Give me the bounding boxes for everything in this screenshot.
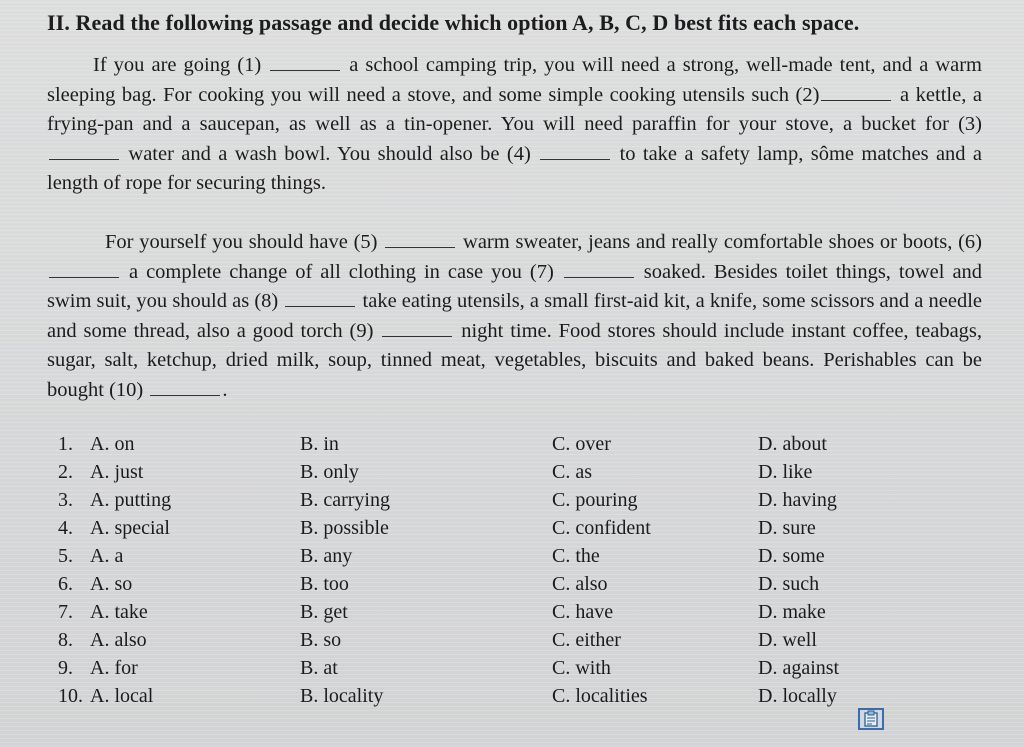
option-b: B. so bbox=[300, 629, 342, 651]
passage-text: soaked. Besides toilet things, towel and swim suit, you should as (8) bbox=[47, 260, 983, 313]
passage-text: For yourself you should have (5) bbox=[105, 231, 378, 253]
option-d: D. sure bbox=[758, 517, 816, 539]
option-c: C. have bbox=[552, 601, 614, 623]
passage-text: to take a safety lamp, sôme matches and a length of rope for securing things. bbox=[47, 142, 983, 195]
option-c: C. with bbox=[552, 657, 611, 679]
passage-paragraph-1 bbox=[47, 51, 982, 199]
option-a: 4. A. special bbox=[58, 517, 170, 539]
option-b: B. at bbox=[300, 657, 338, 679]
blank-1 bbox=[270, 56, 340, 71]
blank-2 bbox=[821, 86, 891, 101]
option-a: 10. A. local bbox=[58, 685, 154, 707]
option-d: D. like bbox=[758, 461, 813, 483]
option-c: C. over bbox=[552, 433, 611, 455]
option-b: B. too bbox=[300, 573, 349, 595]
passage-paragraph-2 bbox=[47, 228, 982, 406]
option-b: B. in bbox=[300, 433, 339, 455]
option-b: B. any bbox=[300, 545, 353, 567]
blank-9 bbox=[382, 322, 452, 337]
option-d: D. well bbox=[758, 629, 817, 651]
option-d: D. make bbox=[758, 601, 826, 623]
option-d: D. having bbox=[758, 489, 837, 511]
option-a: 8. A. also bbox=[58, 629, 147, 651]
exercise-title: II. Read the following passage and decide which option A, B, C, D best fits each space. bbox=[47, 10, 860, 35]
option-d: D. some bbox=[758, 545, 825, 567]
option-b: B. possible bbox=[300, 517, 389, 539]
passage-text: take eating utensils, a small first-aid kit, a knife, some scissors and a needle and some thread, also a good torch (9) bbox=[47, 290, 983, 342]
option-b: B. get bbox=[300, 601, 348, 623]
option-a: 7. A. take bbox=[58, 601, 148, 623]
passage-text: a complete change of all clothing in case you (7) bbox=[129, 260, 554, 283]
option-d: D. about bbox=[758, 433, 827, 455]
option-d: D. against bbox=[758, 657, 840, 679]
blank-3 bbox=[49, 145, 119, 160]
option-c: C. pouring bbox=[552, 489, 638, 511]
clipboard-icon[interactable] bbox=[858, 708, 884, 730]
blank-6 bbox=[49, 263, 119, 278]
option-c: C. localities bbox=[552, 685, 648, 707]
option-b: B. only bbox=[300, 461, 359, 483]
option-a: 1. A. on bbox=[58, 433, 135, 455]
passage-text: . bbox=[222, 378, 228, 401]
blank-5 bbox=[385, 233, 455, 248]
option-c: C. the bbox=[552, 545, 600, 567]
option-c: C. also bbox=[552, 573, 608, 595]
option-c: C. either bbox=[552, 629, 621, 651]
option-a: 2. A. just bbox=[58, 461, 144, 483]
option-d: D. locally bbox=[758, 685, 837, 707]
option-c: C. confident bbox=[552, 517, 651, 539]
option-a: 5. A. a bbox=[58, 545, 124, 567]
passage-text: night time. Food stores should include instant coffee, teabags, sugar, salt, ketchup, dried milk, soup, tinned meat, vegetables, biscuits and baked beans. Perishables can be bought (10) bbox=[47, 319, 983, 401]
blank-4 bbox=[540, 145, 610, 160]
blank-8 bbox=[285, 292, 355, 307]
option-b: B. locality bbox=[300, 685, 384, 707]
option-b: B. carrying bbox=[300, 489, 390, 511]
blank-10 bbox=[150, 381, 220, 396]
passage-text: warm sweater, jeans and really comfortable shoes or boots, (6) bbox=[463, 231, 982, 253]
passage-text: a school camping trip, you will need a strong, well-made tent, and a warm sleeping bag. For cooking you will need a stove, and some simple cooking utensils such (2) bbox=[47, 54, 982, 106]
option-a: 6. A. so bbox=[58, 573, 133, 595]
option-a: 3. A. putting bbox=[58, 489, 172, 511]
blank-7 bbox=[564, 263, 634, 278]
passage-text: a kettle, a frying-pan and a saucepan, as well as a tin-opener. You will need paraffin for your stove, a bucket for (3) bbox=[47, 83, 983, 136]
passage-text: If you are going (1) bbox=[93, 54, 262, 76]
option-c: C. as bbox=[552, 461, 592, 483]
passage-text: water and a wash bowl. You should also be (4) bbox=[128, 142, 531, 165]
option-a: 9. A. for bbox=[58, 657, 138, 679]
option-d: D. such bbox=[758, 573, 820, 595]
